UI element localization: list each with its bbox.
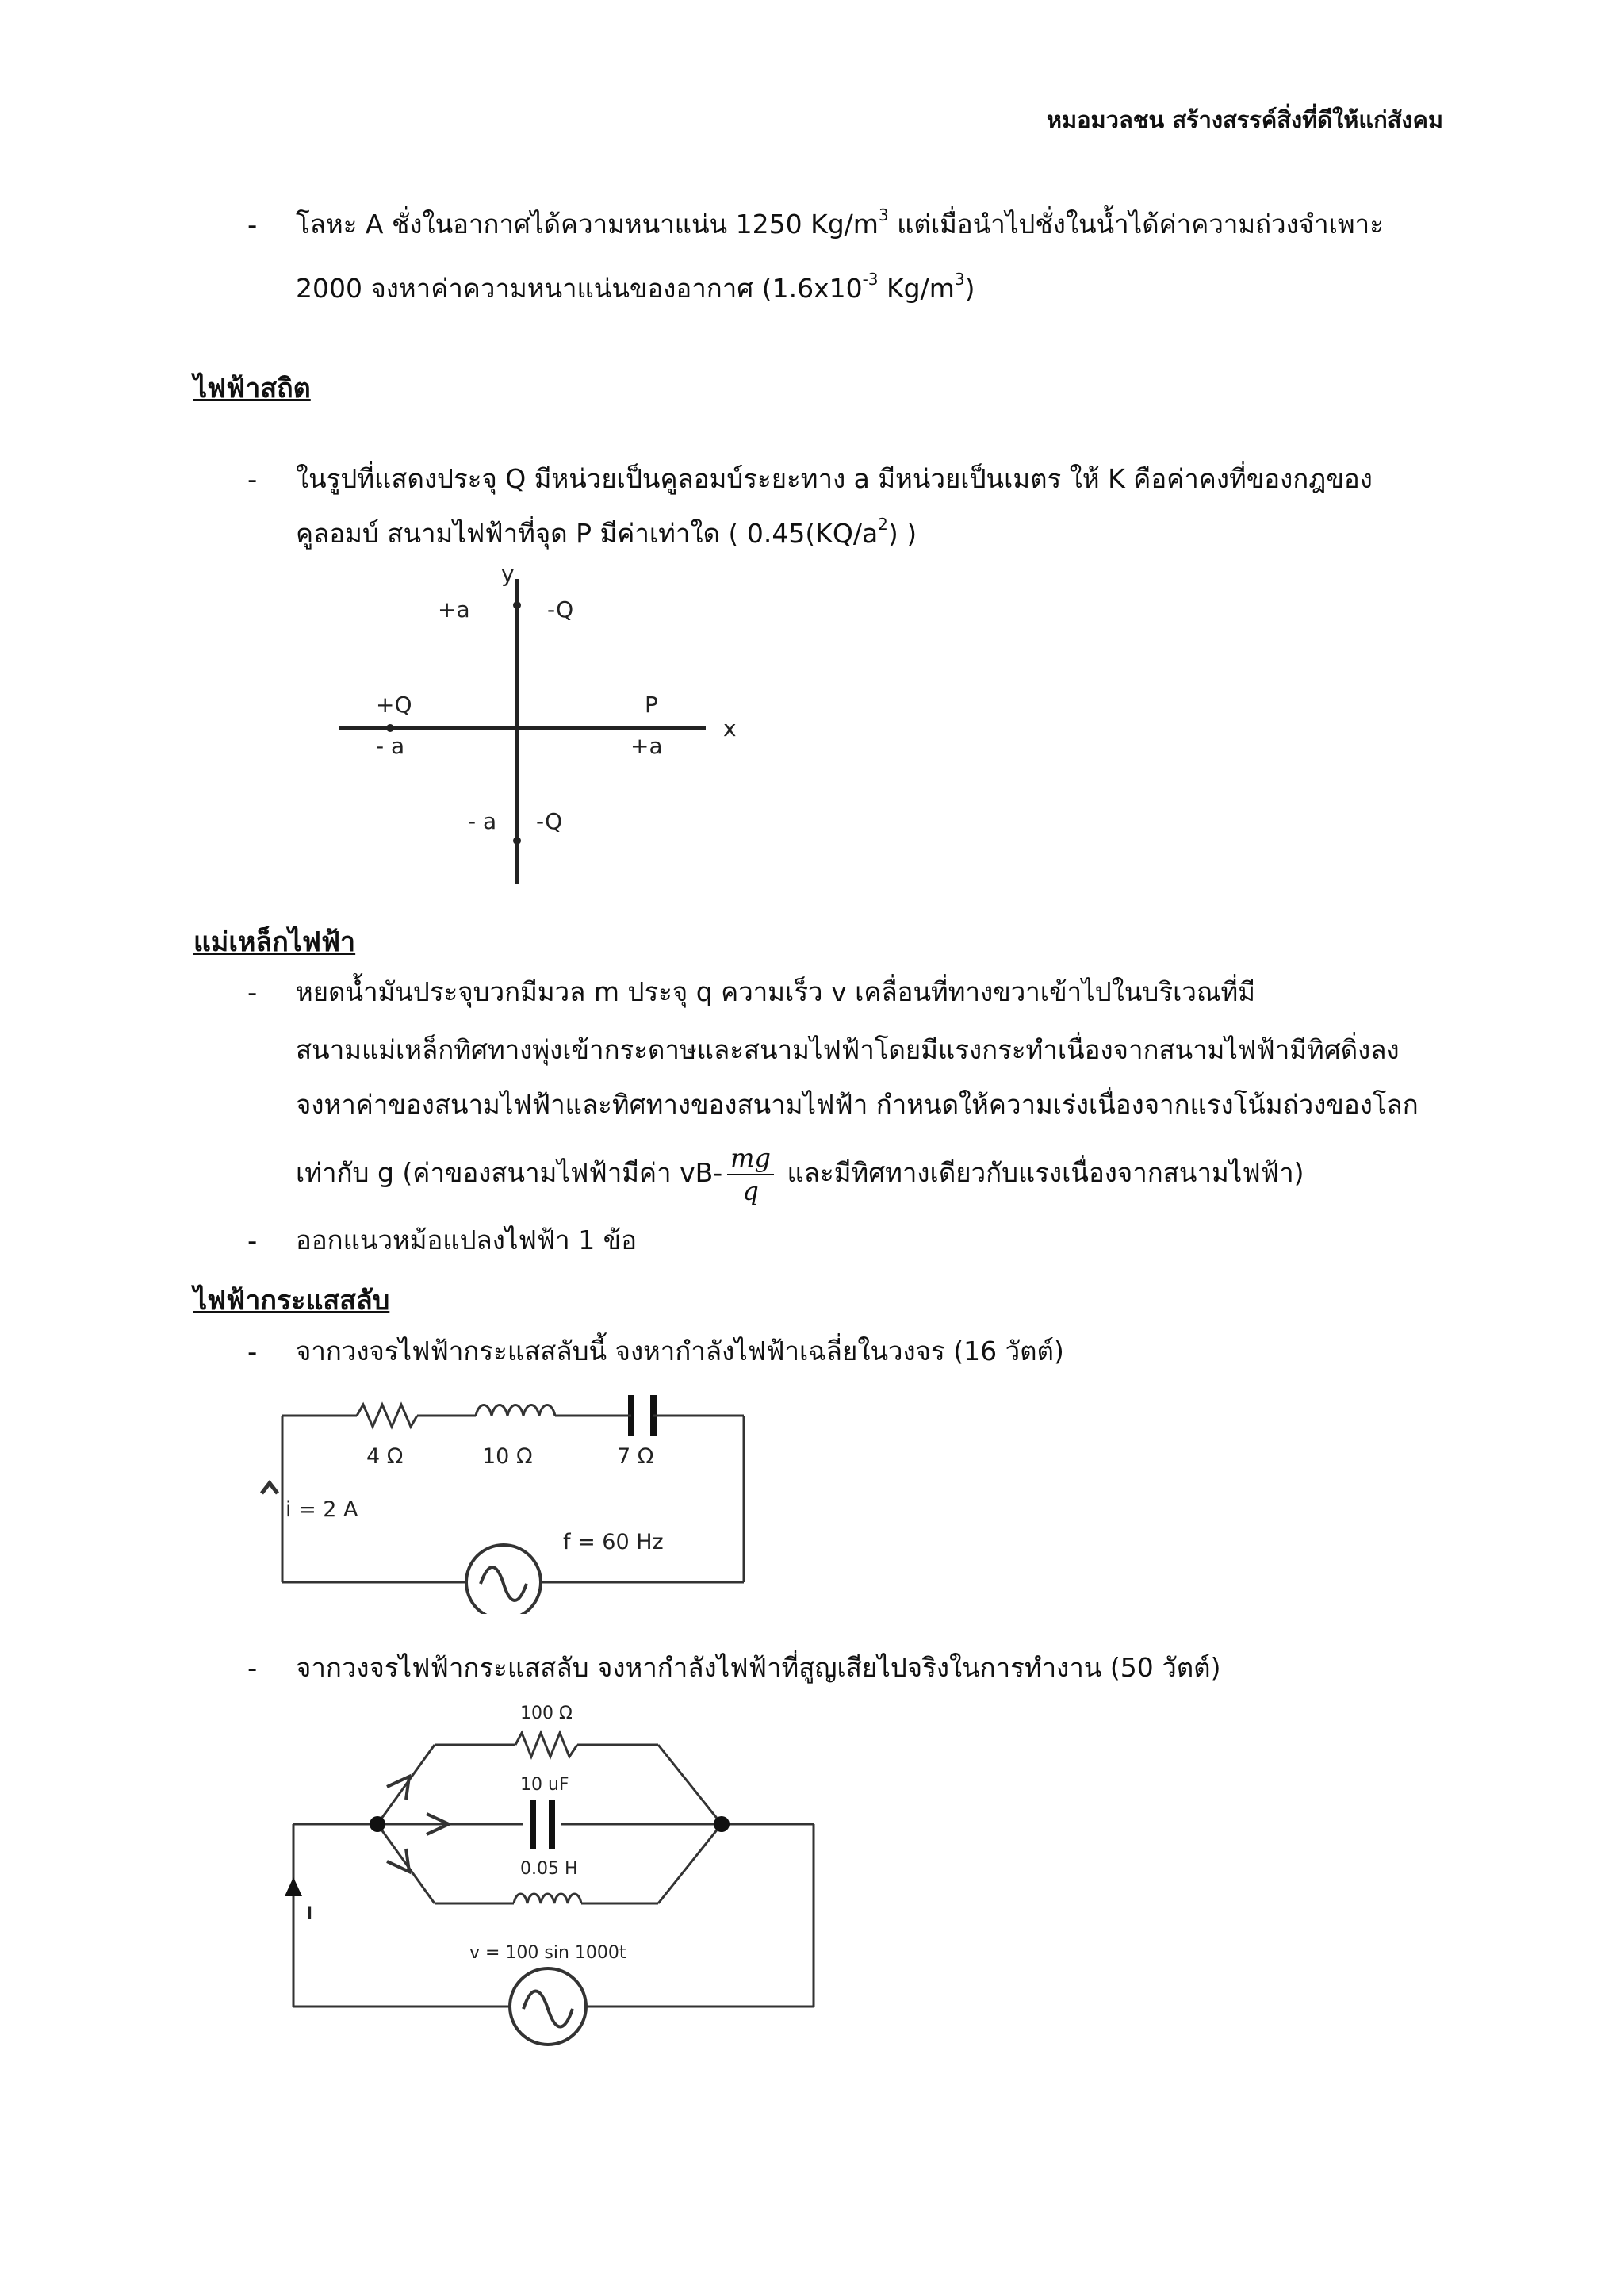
ac-question-2: จากวงจรไฟฟ้ากระแสสลับ จงหากำลังไฟฟ้าที่สูญเสียไปจริงในการทำงาน (50 วัตต์) (296, 1652, 1221, 1683)
density-question-line-1: โลหะ A ชั่งในอากาศได้ความหนาแน่น 1250 $Kg/m^3$ แต่เมื่อนำไปชั่งในน้ำได้ค่าความถ่วงจำเพาะ (296, 205, 1384, 240)
em-question-line-2: สนามแม่เหล็กทิศทางพุ่งเข้ากระดาษและสนามไฟฟ้าโดยมีแรงกระทำเนื่องจากสนามไฟฟ้ามีทิศดิ่งลง (296, 1034, 1400, 1065)
inductor-label: 0.05 H (520, 1859, 578, 1879)
coulomb-question-line-1: ในรูปที่แสดงประจุ Q มีหน่วยเป็นคูลอมบ์ระยะทาง a มีหน่วยเป็นเมตร ให้ K คือค่าคงที่ของกฎของ (296, 463, 1373, 494)
current-label: i = 2 A (285, 1497, 358, 1522)
bullet: - (247, 209, 258, 241)
bullet: - (247, 1225, 258, 1257)
resistor-label: 4 Ω (366, 1444, 404, 1469)
label-plus-a-top: +a (438, 596, 470, 623)
junction-node (370, 1816, 385, 1832)
resistor-label: 100 Ω (520, 1704, 573, 1723)
parallel-rlc-circuit (262, 1693, 833, 2066)
frequency-label: f = 60 Hz (563, 1530, 664, 1554)
bullet: - (247, 1653, 258, 1685)
inductor-symbol (476, 1405, 555, 1416)
label-minus-q-bottom: -Q (536, 808, 563, 834)
x-axis-label: x (723, 715, 737, 742)
charge-dot (513, 837, 521, 845)
bullet: - (247, 1336, 258, 1368)
em-question-line-5: ออกแนวหม้อแปลงไฟฟ้า 1 ข้อ (296, 1225, 638, 1255)
bullet: - (247, 464, 258, 496)
charge-diagram (317, 559, 761, 892)
voltage-label: v = 100 sin 1000t (469, 1943, 626, 1963)
resistor-symbol (515, 1733, 577, 1757)
series-rlc-circuit (246, 1376, 801, 1614)
density-question-line-2: 2000 จงหาค่าความหนาแน่นของอากาศ ($1.6x10^{-3}$ $Kg/m^3$) (296, 270, 975, 304)
fraction-mg-over-q: $\frac{mg}{q}$ (727, 1142, 774, 1207)
label-plus-a-right: +a (630, 733, 663, 759)
charge-dot (386, 724, 394, 732)
label-minus-q-top: -Q (547, 596, 574, 623)
label-plus-q: +Q (376, 692, 412, 718)
inductor-symbol (514, 1894, 581, 1903)
page-header: หมอมวลชน สร้างสรรค์สิ่งที่ดีให้แก่สังคม (1046, 106, 1443, 133)
section-heading-electromagnetism: แม่เหล็กไฟฟ้า (193, 926, 356, 958)
coulomb-question-line-2: คูลอมบ์ สนามไฟฟ้าที่จุด P มีค่าเท่าใด ( $0.45(KQ/a^2)$ ) (296, 515, 917, 549)
em-question-line-3: จงหาค่าของสนามไฟฟ้าและทิศทางของสนามไฟฟ้า กำหนดให้ความเร่งเนื่องจากแรงโน้มถ่วงของโลก (296, 1089, 1419, 1120)
section-heading-static: ไฟฟ้าสถิต (193, 373, 311, 404)
label-minus-a-left: - a (376, 733, 405, 759)
em-question-line-4: เท่ากับ g (ค่าของสนามไฟฟ้ามีค่า vB- $\frac{mg}{q}$ และมีทิศทางเดียวกับแรงเนื่องจากสนามไฟฟ้า) (296, 1142, 1304, 1206)
resistor-symbol (357, 1405, 417, 1427)
y-axis-label: y (501, 561, 515, 587)
bullet: - (247, 977, 258, 1009)
label-point-p: P (645, 692, 658, 718)
section-heading-ac: ไฟฟ้ากระแสสลับ (193, 1285, 390, 1317)
junction-node (714, 1816, 730, 1832)
charge-dot (513, 601, 521, 609)
current-label: I (306, 1904, 313, 1924)
em-question-line-1: หยดน้ำมันประจุบวกมีมวล m ประจุ q ความเร็ว v เคลื่อนที่ทางขวาเข้าไปในบริเวณที่มี (296, 976, 1255, 1007)
capacitor-label: 10 uF (520, 1775, 569, 1795)
capacitor-label: 7 Ω (617, 1444, 654, 1469)
current-arrow (285, 1877, 302, 1896)
label-minus-a-bottom: - a (468, 808, 497, 834)
inductor-label: 10 Ω (482, 1444, 533, 1469)
ac-question-1: จากวงจรไฟฟ้ากระแสสลับนี้ จงหากำลังไฟฟ้าเฉลี่ยในวงจร (16 วัตต์) (296, 1336, 1064, 1366)
